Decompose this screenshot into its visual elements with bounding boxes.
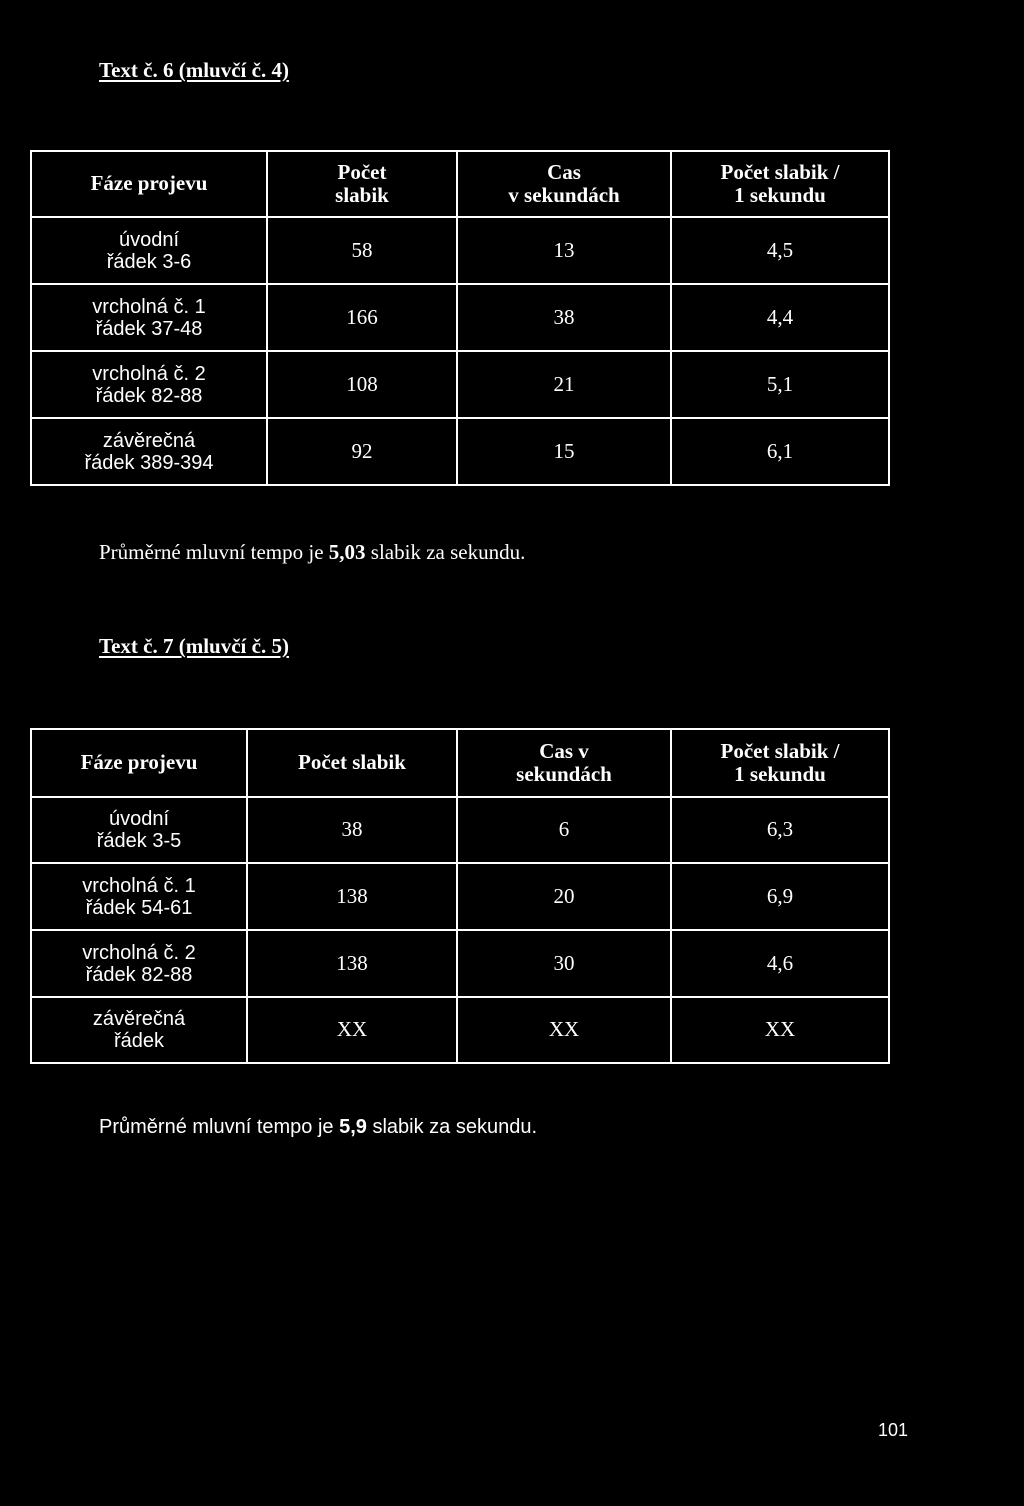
- rate-cell: 5,1: [671, 351, 889, 418]
- table-row: [31, 284, 889, 351]
- table-row: [31, 418, 889, 485]
- time-cell: 20: [457, 863, 671, 930]
- header-rate: Počet slabik / 1 sekundu: [671, 729, 889, 797]
- text7-table: [30, 728, 890, 1064]
- phase-cell: úvodní řádek 3-5: [31, 797, 247, 863]
- rate-cell: 4,5: [671, 217, 889, 284]
- phase-cell: závěrečná řádek: [31, 997, 247, 1063]
- table-row: [31, 351, 889, 418]
- syllables-cell: 138: [247, 930, 457, 997]
- rate-cell: 4,4: [671, 284, 889, 351]
- phase-cell: vrcholná č. 1 řádek 54-61: [31, 863, 247, 930]
- header-syllables: Počet slabik: [267, 151, 457, 217]
- syllables-cell: 138: [247, 863, 457, 930]
- syllables-cell: 58: [267, 217, 457, 284]
- table-row: [31, 217, 889, 284]
- syllables-cell: 92: [267, 418, 457, 485]
- text7-heading: Text č. 7 (mluvčí č. 5): [99, 634, 289, 658]
- phase-cell: závěrečná řádek 389-394: [31, 418, 267, 485]
- time-cell: 38: [457, 284, 671, 351]
- header-phase: Fáze projevu: [31, 729, 247, 797]
- time-cell: 30: [457, 930, 671, 997]
- syllables-cell: 38: [247, 797, 457, 863]
- header-row: [31, 151, 889, 217]
- table-row: [31, 797, 889, 863]
- header-time: Cas v sekundách: [457, 151, 671, 217]
- rate-cell: XX: [671, 997, 889, 1063]
- text7-summary: Průměrné mluvní tempo je 5,9 slabik za sekundu.: [99, 1116, 538, 1138]
- page-number: 101: [878, 1420, 909, 1440]
- header-phase: Fáze projevu: [31, 151, 267, 217]
- header-rate: Počet slabik / 1 sekundu: [671, 151, 889, 217]
- time-cell: 13: [457, 217, 671, 284]
- text6-heading: Text č. 6 (mluvčí č. 4): [99, 58, 289, 82]
- phase-cell: vrcholná č. 1 řádek 37-48: [31, 284, 267, 351]
- text7-average-value: 5,9: [339, 1116, 367, 1138]
- table-row: [31, 863, 889, 930]
- syllables-cell: 166: [267, 284, 457, 351]
- time-cell: 21: [457, 351, 671, 418]
- time-cell: 15: [457, 418, 671, 485]
- syllables-cell: 108: [267, 351, 457, 418]
- table-row: [31, 997, 889, 1063]
- rate-cell: 6,1: [671, 418, 889, 485]
- header-syllables: Počet slabik: [247, 729, 457, 797]
- phase-cell: úvodní řádek 3-6: [31, 217, 267, 284]
- time-cell: 6: [457, 797, 671, 863]
- phase-cell: vrcholná č. 2 řádek 82-88: [31, 351, 267, 418]
- rate-cell: 6,9: [671, 863, 889, 930]
- header-row: [31, 729, 889, 797]
- time-cell: XX: [457, 997, 671, 1063]
- table-row: [31, 930, 889, 997]
- header-time: Cas v sekundách: [457, 729, 671, 797]
- phase-cell: vrcholná č. 2 řádek 82-88: [31, 930, 247, 997]
- rate-cell: 6,3: [671, 797, 889, 863]
- syllables-cell: XX: [247, 997, 457, 1063]
- text6-average-value: 5,03: [328, 540, 366, 564]
- text6-summary: Průměrné mluvní tempo je 5,03 slabik za sekundu.: [99, 540, 526, 564]
- text6-table: [30, 150, 890, 486]
- rate-cell: 4,6: [671, 930, 889, 997]
